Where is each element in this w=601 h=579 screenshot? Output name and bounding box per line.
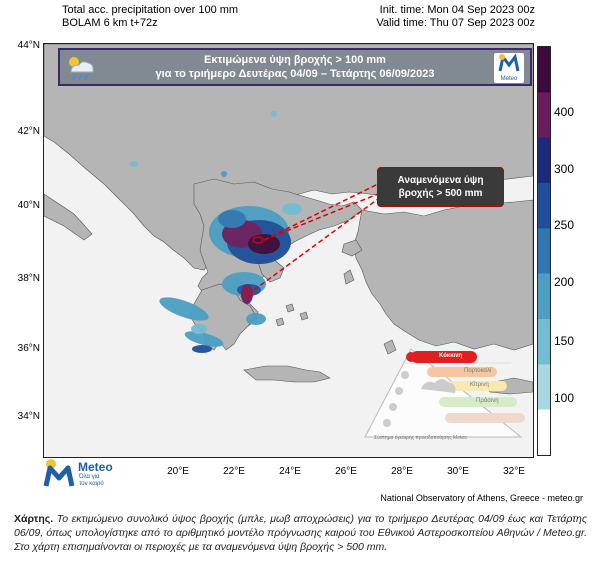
meteo-m-icon	[42, 456, 78, 490]
valid-time: Valid time: Thu 07 Sep 2023 00z	[376, 17, 535, 29]
callout-line-1: Αναμενόμενα ύψη	[397, 175, 484, 186]
heavy-rain-callout	[377, 167, 504, 207]
init-time: Init. time: Mon 04 Sep 2023 00z	[379, 4, 535, 16]
meteo-small-logo	[494, 53, 524, 83]
colorbar-label-150: 150	[554, 334, 575, 348]
lat-label-38: 38°N	[17, 273, 40, 284]
model-label: BOLAM 6 km t+72z	[62, 17, 158, 29]
lat-label-40: 40°N	[17, 200, 40, 211]
meteo-tagline: Όλα για τον καιρό	[79, 474, 104, 487]
colorbar-label-250: 250	[554, 218, 575, 232]
lon-label-24: 24°E	[279, 466, 301, 477]
lon-label-20: 20°E	[167, 466, 189, 477]
lat-label-44: 44°N	[17, 40, 40, 51]
colorbar-label-100: 100	[554, 391, 575, 405]
meteo-small-logo-text: Meteo	[500, 76, 518, 82]
lat-label-36: 36°N	[17, 343, 40, 354]
level-yellow-label: Κίτρινη	[470, 382, 489, 388]
level-green-label: Πράσινη	[476, 398, 499, 404]
colorbar-label-300: 300	[554, 162, 575, 176]
lon-label-28: 28°E	[391, 466, 413, 477]
meteo-logo	[42, 456, 122, 492]
callout-line-2: βροχής > 500 mm	[398, 188, 483, 199]
colorbar-label-200: 200	[554, 275, 575, 289]
warning-pyramid	[361, 345, 533, 445]
lon-label-22: 22°E	[223, 466, 245, 477]
meteo-brand: Meteo	[78, 460, 113, 474]
product-title: Total acc. precipitation over 100 mm	[62, 4, 239, 16]
pyramid-caption: Σύστημα έγκαιρης προειδοποίησης Meteo	[374, 435, 467, 441]
map-title-line-1: Εκτιμώμενα ύψη βροχής > 100 mm	[204, 54, 386, 66]
source-attribution: National Observatory of Athens, Greece - meteo.gr	[380, 493, 583, 503]
level-orange-label: Πορτοκαλί	[464, 368, 492, 374]
map-title-banner	[58, 48, 532, 86]
level-extra-bar	[445, 413, 525, 423]
lon-label-26: 26°E	[335, 466, 357, 477]
lon-label-32: 32°E	[503, 466, 525, 477]
rain-cloud-icon	[65, 54, 95, 82]
lat-label-34: 34°N	[17, 411, 40, 422]
lon-label-30: 30°E	[447, 466, 469, 477]
lat-label-42: 42°N	[17, 126, 40, 137]
colorbar-label-400: 400	[554, 105, 575, 119]
map-title-line-2: για το τριήμερο Δευτέρας 04/09 – Τετάρτης 06/09/2023	[155, 68, 435, 80]
precipitation-map	[43, 43, 534, 458]
caption-label: Χάρτης.	[14, 513, 54, 525]
level-red-label: Κόκκινη	[439, 353, 463, 359]
figure-caption	[14, 512, 587, 554]
caption-text: Το εκτιμώμενο συνολικό ύψος βροχής (μπλε, μωβ αποχρώσεις) για το τριήμερο Δευτέρας 04/09 έως και Τετάρτης 06/09, όπως υπολογίστηκε από το αριθμητικό μοντέλο πρόγνωσης καιρού του Εθνικού Αστεροσκοπείου Αθηνών / Meteo.gr. Στο χάρτη επισημαίνονται οι περιοχές με τα αναμενόμενα ύψη βροχής > 500 mm.	[14, 513, 587, 553]
colorbar	[537, 46, 551, 456]
